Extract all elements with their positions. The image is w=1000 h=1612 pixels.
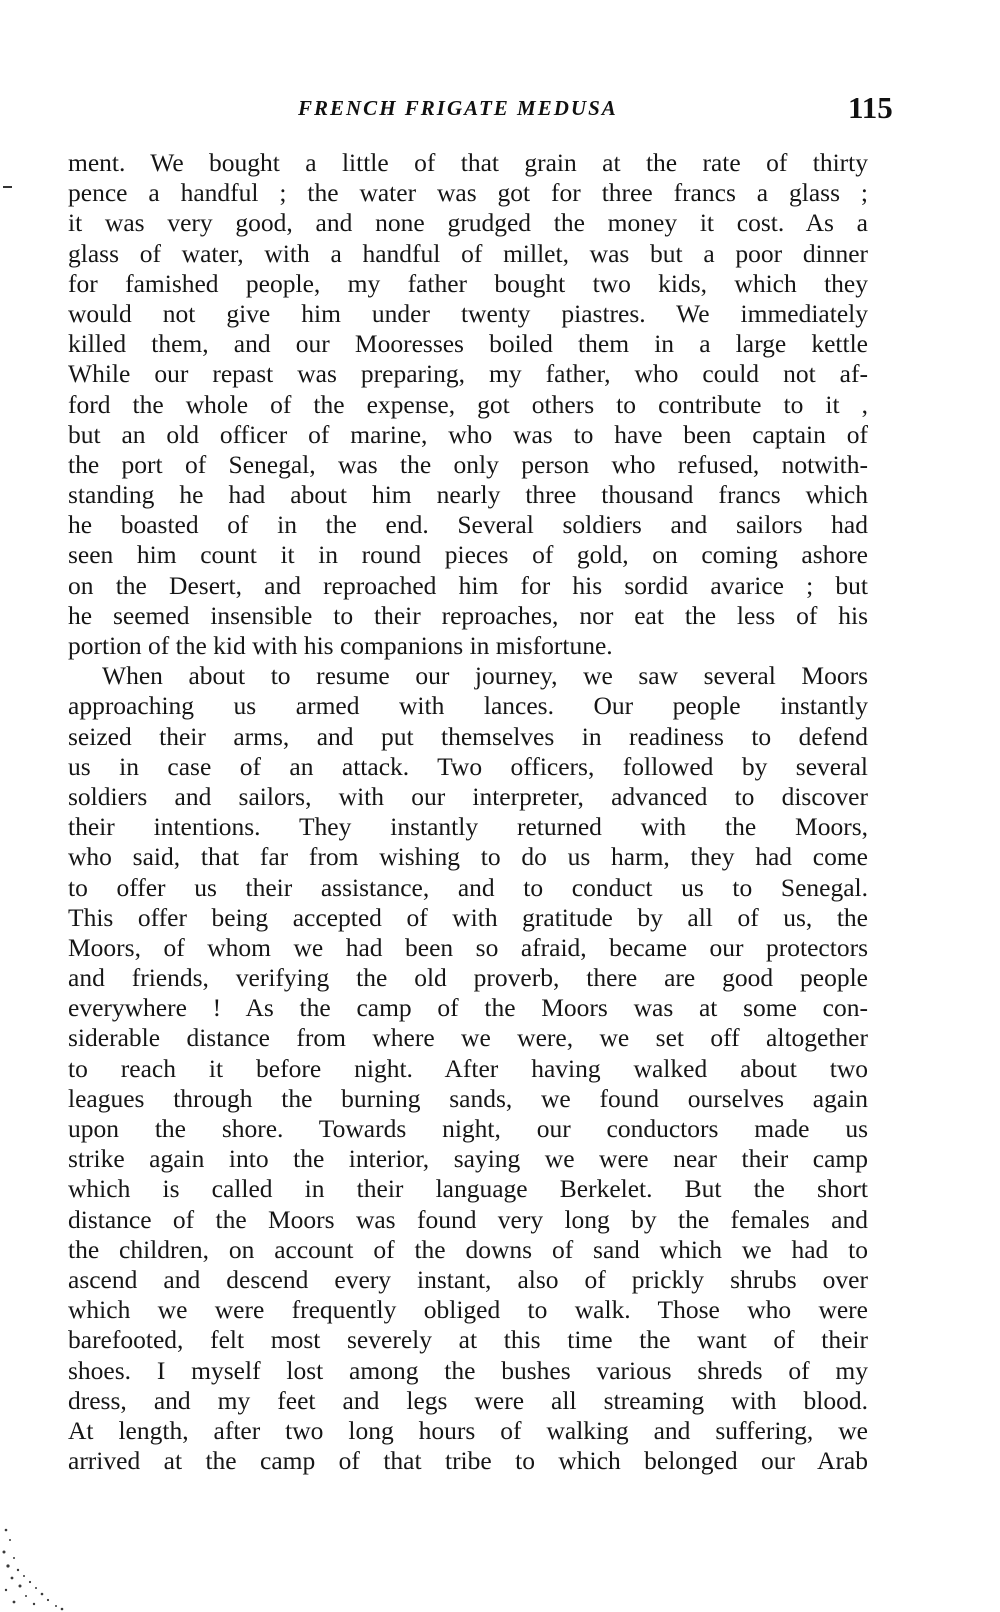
text-line: ford the whole of the expense, got others to contribute to it , xyxy=(68,389,868,419)
text-line: At length, after two long hours of walking and suffering, we xyxy=(68,1415,868,1445)
text-line: While our repast was preparing, my father, who could not af- xyxy=(68,359,868,389)
text-line: he seemed insensible to their reproaches, nor eat the less of his xyxy=(68,600,868,630)
text-line: distance of the Moors was found very long by the females and xyxy=(68,1204,868,1234)
text-line: which is called in their language Berkelet. But the short xyxy=(68,1174,868,1204)
text-line: the port of Senegal, was the only person who refused, notwith- xyxy=(68,449,868,479)
text-line: he boasted of in the end. Several soldiers and sailors had xyxy=(68,510,868,540)
page-number: 115 xyxy=(848,90,893,125)
text-line: leagues through the burning sands, we found ourselves again xyxy=(68,1083,868,1113)
text-line: shoes. I myself lost among the bushes various shreds of my xyxy=(68,1355,868,1385)
text-line: ment. We bought a little of that grain at the rate of thirty xyxy=(68,148,868,177)
text-line: everywhere ! As the camp of the Moors was at some con- xyxy=(68,993,868,1023)
text-line: Moors, of whom we had been so afraid, became our protectors xyxy=(68,932,868,962)
text-line: dress, and my feet and legs were all streaming with blood. xyxy=(68,1385,868,1415)
text-line: and friends, verifying the old proverb, there are good people xyxy=(68,963,868,993)
text-line: glass of water, with a handful of millet, was but a poor dinner xyxy=(68,238,868,268)
body-text xyxy=(68,148,868,1476)
text-line: soldiers and sailors, with our interpreter, advanced to discover xyxy=(68,781,868,811)
text-line: standing he had about him nearly three thousand francs which xyxy=(68,480,868,510)
text-line: approaching us armed with lances. Our people instantly xyxy=(68,691,868,721)
running-title: FRENCH FRIGATE MEDUSA xyxy=(298,96,618,120)
text-line: who said, that far from wishing to do us harm, they had come xyxy=(68,842,868,872)
text-line: ascend and descend every instant, also of prickly shrubs over xyxy=(68,1264,868,1294)
text-line: killed them, and our Mooresses boiled them in a large kettle xyxy=(68,329,868,359)
paragraph-start-line: When about to resume our journey, we saw several Moors xyxy=(102,661,868,691)
text-line: seized their arms, and put themselves in readiness to defend xyxy=(68,721,868,751)
text-line: siderable distance from where we were, we set off altogether xyxy=(68,1023,868,1053)
text-line: This offer being accepted of with gratitude by all of us, the xyxy=(68,902,868,932)
text-line: to offer us their assistance, and to conduct us to Senegal. xyxy=(68,872,868,902)
text-line: seen him count it in round pieces of gold, on coming ashore xyxy=(68,540,868,570)
text-line: it was very good, and none grudged the money it cost. As a xyxy=(68,208,868,238)
text-line: arrived at the camp of that tribe to which belonged our Arab xyxy=(68,1446,868,1476)
text-line: to reach it before night. After having walked about two xyxy=(68,1053,868,1083)
text-line: but an old officer of marine, who was to have been captain of xyxy=(68,419,868,449)
text-line: which we were frequently obliged to walk. Those who were xyxy=(68,1295,868,1325)
scan-specks xyxy=(0,1478,70,1612)
text-line: portion of the kid with his companions in misfortune. xyxy=(68,631,613,660)
text-line: strike again into the interior, saying we were near their camp xyxy=(68,1144,868,1174)
text-line: us in case of an attack. Two officers, followed by several xyxy=(68,751,868,781)
text-line: pence a handful ; the water was got for three francs a glass ; xyxy=(68,178,868,208)
text-line: on the Desert, and reproached him for his sordid avarice ; but xyxy=(68,570,868,600)
margin-mark xyxy=(3,186,12,188)
text-line: the children, on account of the downs of sand which we had to xyxy=(68,1234,868,1264)
text-line: upon the shore. Towards night, our conductors made us xyxy=(68,1114,868,1143)
text-line: their intentions. They instantly returned with the Moors, xyxy=(68,812,868,842)
text-line: would not give him under twenty piastres. We immediately xyxy=(68,298,868,328)
text-line: barefooted, felt most severely at this time the want of their xyxy=(68,1325,868,1355)
text-line: for famished people, my father bought two kids, which they xyxy=(68,268,868,298)
